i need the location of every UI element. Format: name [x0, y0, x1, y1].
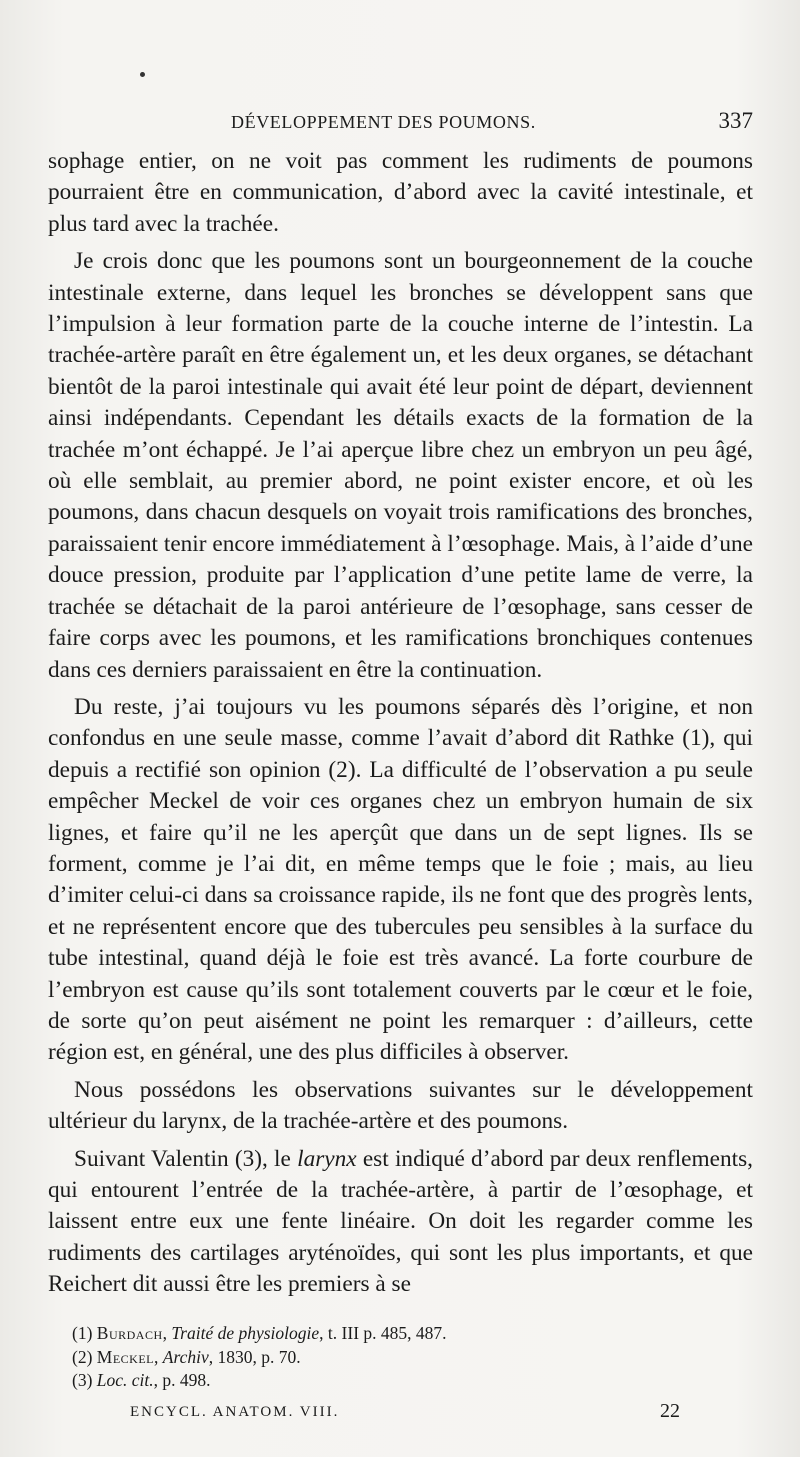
italic-text: Archiv — [162, 1346, 209, 1367]
body-text — [48, 146, 753, 1301]
text-run: Du reste, j’ai toujours vu les poumons séparés dès l’origine, et non confondus en une seule masse, comme l’avait d’abord dit Rathke (1), qui depuis a rectifié son opinion (2). La difficulté de l’observation a pu seule empêcher Meckel de voir ces organes chez un embryon humain de six lignes, et faire qu’il ne les aperçût que dans un de sept lignes. Ils se forment, comme je l’ai dit, en même temps que le foie ; mais, au lieu d’imiter celui-ci dans sa croissance rapide, ils ne font que des progrès lents, et ne représentent encore que des tubercules peu sensibles à la surface du tube intestinal, quand déjà le foie est très avancé. La forte courbure de l’embryon est cause qu’ils sont totalement couverts par le cœur et le foie, de sorte qu’on peut aisément ne point les remarquer : d’ailleurs, cette région est, en général, une des plus difficiles à observer. — [48, 693, 753, 1066]
italic-text: larynx — [297, 1145, 357, 1172]
text-run: , — [154, 1346, 163, 1367]
text-run: (3) — [72, 1370, 97, 1390]
page-number: 337 — [718, 108, 753, 133]
sheet-number: 22 — [660, 1400, 680, 1422]
italic-text: Loc. cit. — [96, 1370, 154, 1390]
running-title: DÉVELOPPEMENT DES POUMONS. — [231, 112, 536, 132]
italic-text: Traité de physiologie — [171, 1323, 320, 1343]
footnote-2 — [72, 1346, 672, 1370]
paragraph-4 — [48, 1144, 753, 1301]
paragraph-2 — [48, 692, 753, 1069]
text-run: , — [162, 1323, 172, 1343]
paragraph-0 — [48, 146, 753, 240]
text-run: , p. 498. — [153, 1370, 211, 1390]
paragraph-1 — [48, 246, 753, 686]
author-name: Burdach — [96, 1323, 163, 1343]
author-name: Meckel — [96, 1346, 155, 1367]
paragraph-3 — [48, 1075, 753, 1138]
footnote-3 — [72, 1369, 672, 1393]
text-run: (1) — [72, 1323, 97, 1343]
text-run: Nous possédons les observations suivantes sur le développement ultérieur du larynx, de la trachée-artère et des poumons. — [48, 1076, 753, 1135]
text-run: , 1830, p. 70. — [208, 1346, 301, 1367]
text-run: sophage entier, on ne voit pas comment les rudiments de poumons pourraient être en communication, d’abord avec la cavité intestinale, et plus tard avec la trachée. — [48, 148, 753, 237]
footnotes — [72, 1322, 672, 1393]
text-run: Je crois donc que les poumons sont un bourgeonnement de la couche intestinale externe, dans lequel les bronches se développent sans que l’impulsion à leur formation parte de la couche interne de l’intestin. La trachée-artère paraît en être également un, et les deux organes, se détachant bientôt de la paroi intestinale qui avait été leur point de départ, deviennent ainsi indépendants. Cependant les détails exacts de la formation de la trachée m’ont échappé. Je l’ai aperçue libre chez un embryon un peu âgé, où elle semblait, au premier abord, ne point exister encore, et où les poumons, dans chacun desquels on voyait trois ramifications des bronches, paraissaient tenir encore immédiatement à l’œsophage. Mais, à l’aide d’une douce pression, produite par l’application d’une petite lame de verre, la trachée se détachait de la paroi antérieure de l’œsophage, sans cesser de faire corps avec les poumons, et les ramifications bronchiques contenues dans ces derniers paraissaient en être la continuation. — [48, 248, 753, 683]
text-run: est indiqué d’abord par deux renflements, qui entourent l’entrée de la trachée-artère, à partir de l’œsophage, et laissent entre eux une fente linéaire. On doit les regarder comme les rudiments des cartilages aryténoïdes, qui sont les plus importants, et que Reichert dit aussi être les premiers à se — [48, 1145, 753, 1298]
text-run: Suivant Valentin (3), le — [74, 1145, 298, 1172]
text-run: , t. III p. 485, 487. — [319, 1323, 447, 1343]
page-footer — [130, 1400, 680, 1426]
page-header — [48, 108, 753, 138]
ink-speck — [140, 72, 145, 77]
footnote-1 — [72, 1322, 672, 1346]
text-run: (2) — [72, 1346, 97, 1367]
signature-mark: ENCYCL. ANATOM. VIII. — [130, 1404, 340, 1420]
